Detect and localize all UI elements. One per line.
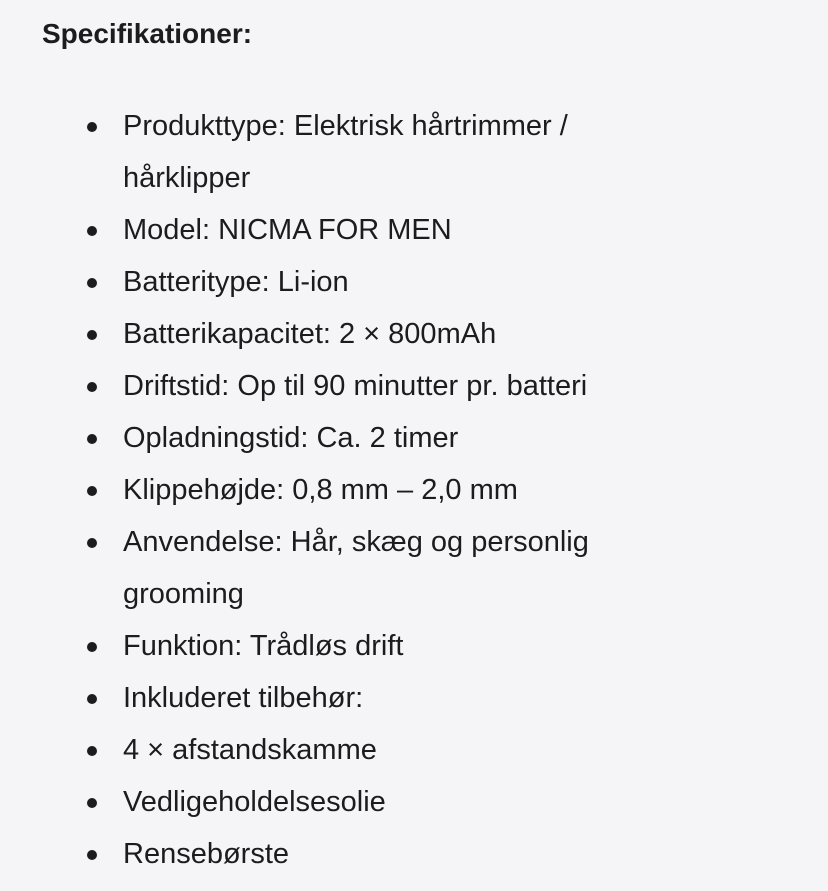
bullet-icon bbox=[87, 694, 97, 704]
bullet-icon bbox=[87, 122, 97, 132]
spec-item bbox=[0, 100, 828, 204]
spec-item-text: Model: NICMA FOR MEN bbox=[123, 214, 452, 246]
bullet-icon bbox=[87, 538, 97, 548]
spec-item bbox=[0, 776, 828, 828]
spec-item bbox=[0, 412, 828, 464]
spec-item bbox=[0, 204, 828, 256]
spec-item bbox=[0, 516, 828, 620]
bullet-icon bbox=[87, 226, 97, 236]
spec-item bbox=[0, 620, 828, 672]
spec-item bbox=[0, 256, 828, 308]
spec-item bbox=[0, 464, 828, 516]
spec-item-text: Rensebørste bbox=[123, 838, 290, 870]
spec-item-text: Anvendelse: Hår, skæg og personlig grooming bbox=[123, 526, 589, 610]
bullet-icon bbox=[87, 434, 97, 444]
spec-item bbox=[0, 308, 828, 360]
spec-item bbox=[0, 724, 828, 776]
spec-item-text: Klippehøjde: 0,8 mm – 2,0 mm bbox=[123, 474, 518, 506]
spec-item-text: Driftstid: Op til 90 minutter pr. batteri bbox=[123, 370, 588, 402]
bullet-icon bbox=[87, 486, 97, 496]
spec-item-text: Vedligeholdelsesolie bbox=[123, 786, 386, 818]
spec-list bbox=[0, 100, 828, 880]
bullet-icon bbox=[87, 798, 97, 808]
bullet-icon bbox=[87, 642, 97, 652]
spec-item bbox=[0, 828, 828, 880]
bullet-icon bbox=[87, 746, 97, 756]
bullet-icon bbox=[87, 278, 97, 288]
spec-heading: Specifikationer: bbox=[42, 18, 253, 49]
spec-item-text: Produkttype: Elektrisk hårtrimmer / hårklipper bbox=[123, 110, 568, 194]
bullet-icon bbox=[87, 330, 97, 340]
bullet-icon bbox=[87, 382, 97, 392]
spec-item-text: Opladningstid: Ca. 2 timer bbox=[123, 422, 459, 454]
spec-item-text: Funktion: Trådløs drift bbox=[123, 630, 404, 662]
spec-item-text: Batteritype: Li-ion bbox=[123, 266, 349, 298]
bullet-icon bbox=[87, 850, 97, 860]
spec-item-text: Batterikapacitet: 2 × 800mAh bbox=[123, 318, 497, 350]
spec-item bbox=[0, 672, 828, 724]
spec-item-text: Inkluderet tilbehør: bbox=[123, 682, 364, 714]
spec-item bbox=[0, 360, 828, 412]
spec-item-text: 4 × afstandskamme bbox=[123, 734, 377, 766]
